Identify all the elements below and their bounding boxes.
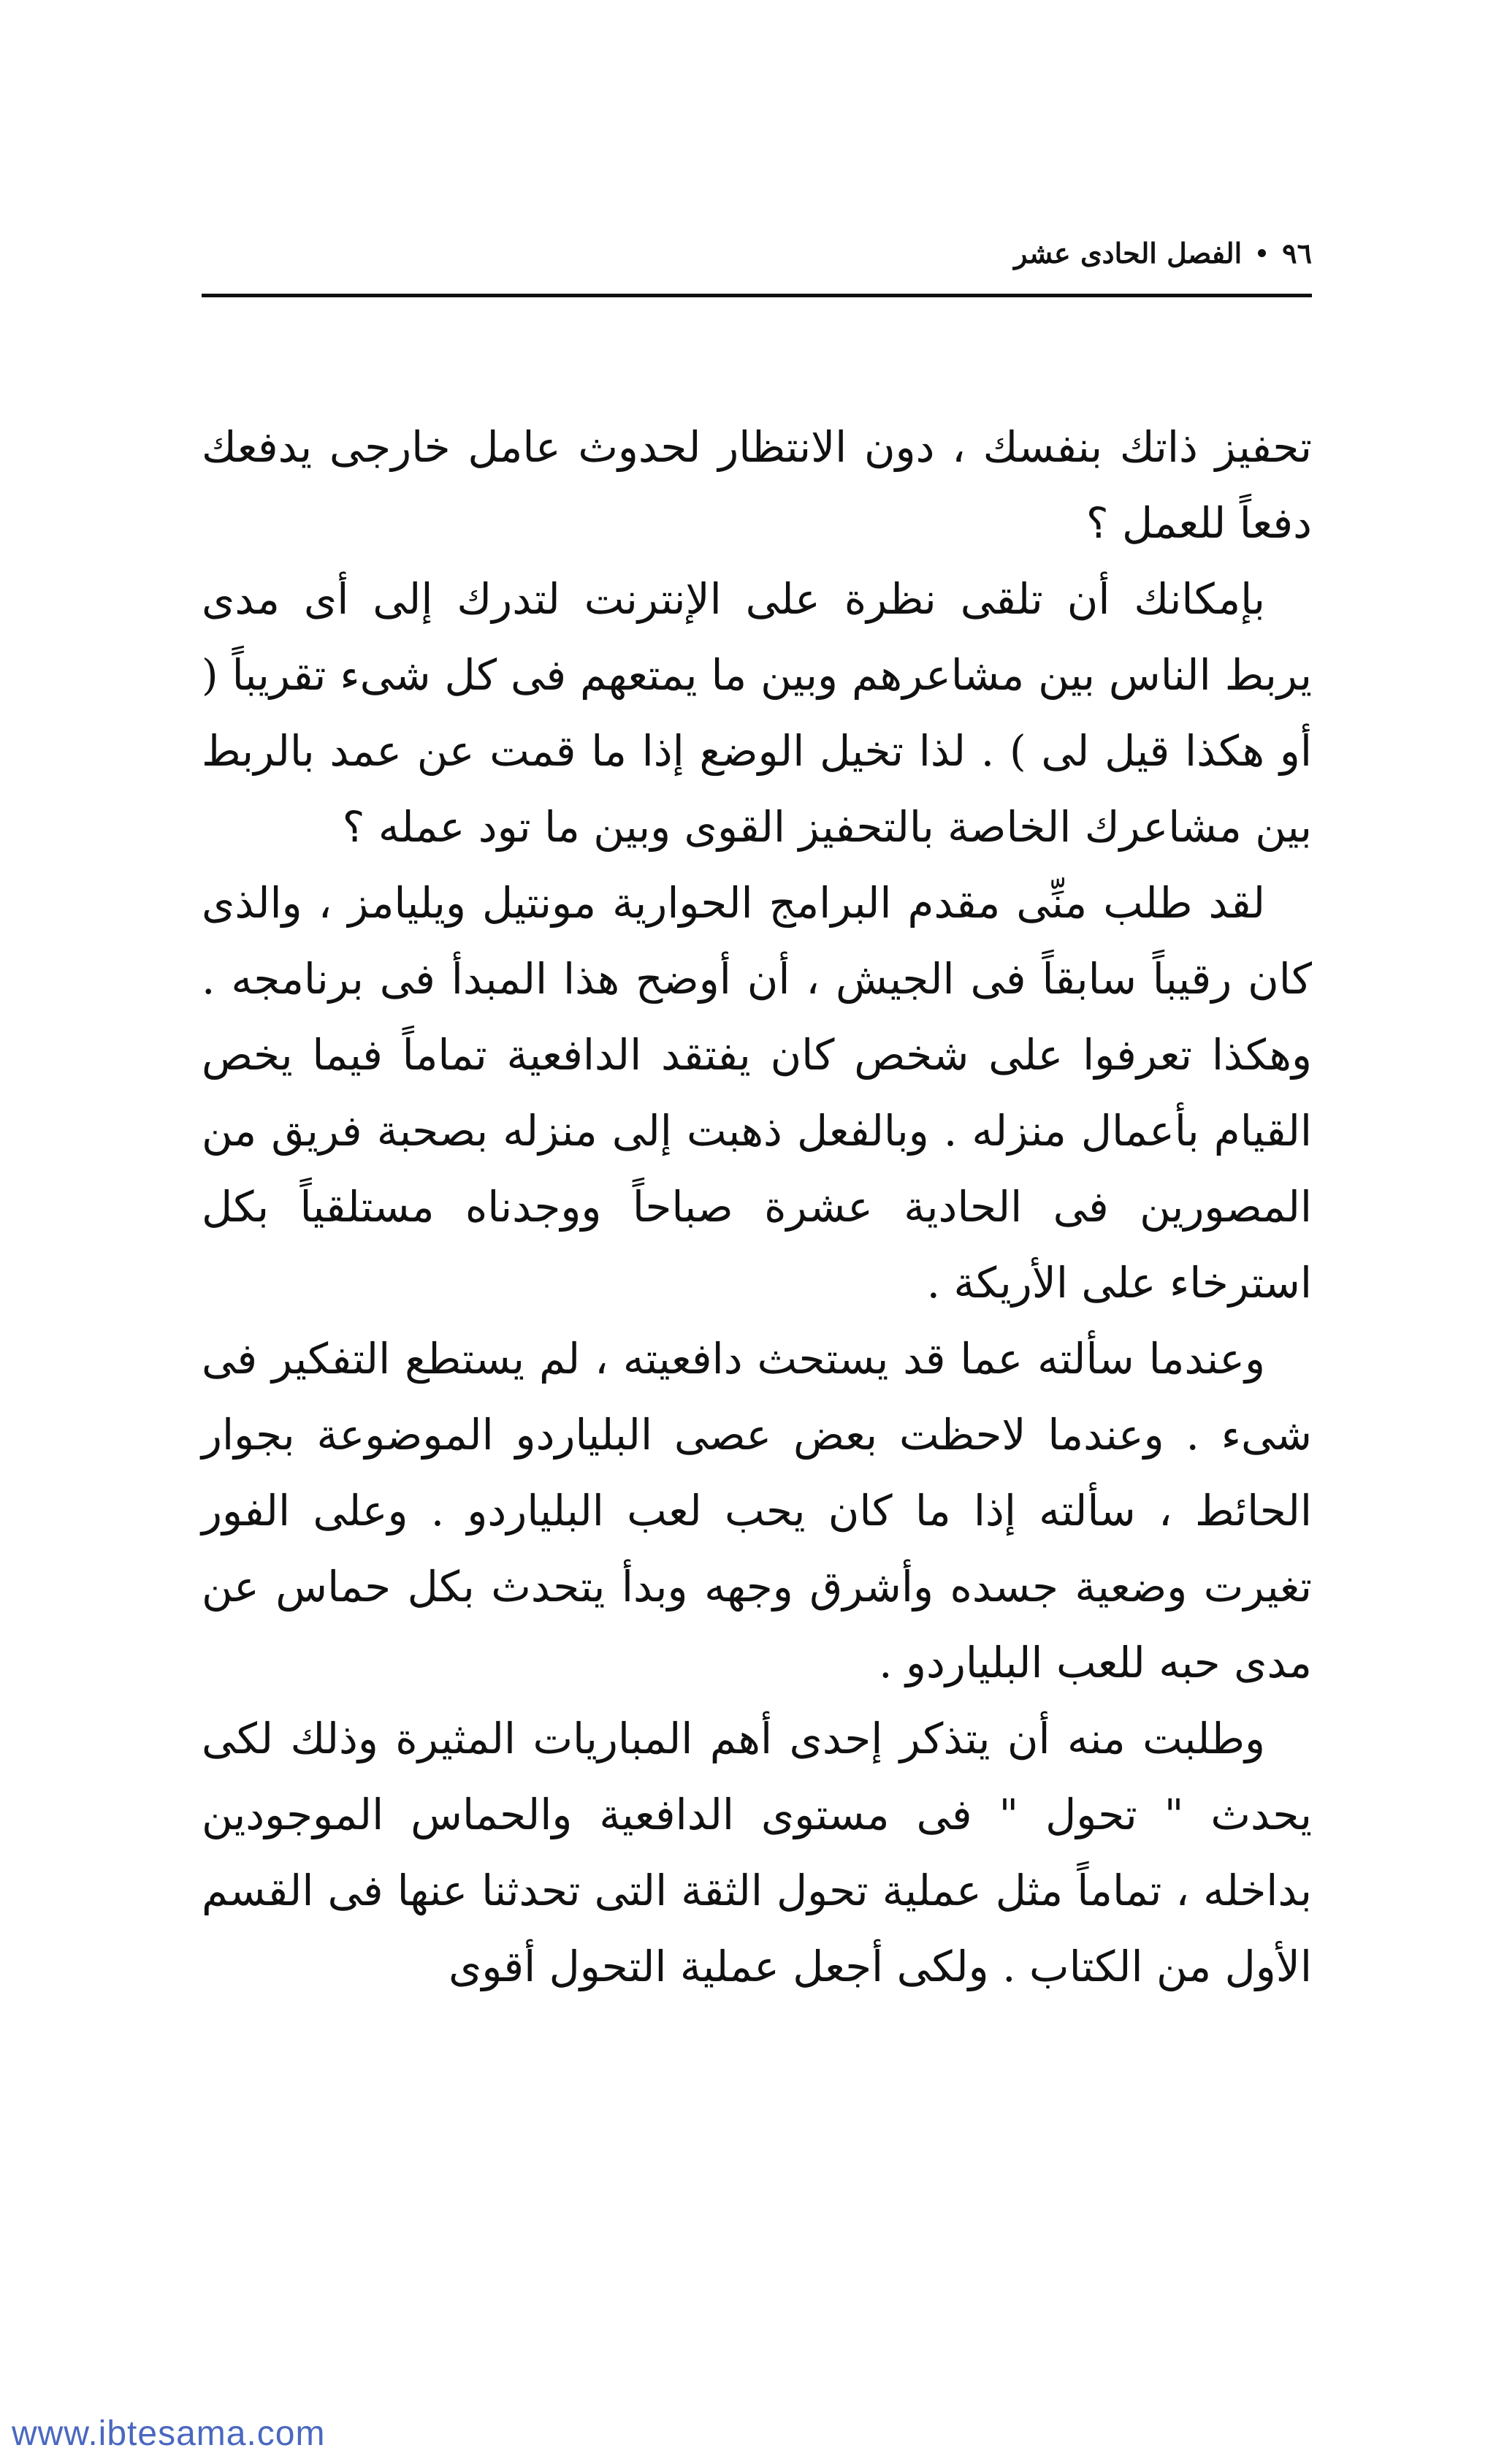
paragraph: وطلبت منه أن يتذكر إحدى أهم المباريات المثيرة وذلك لكى يحدث " تحول " فى مستوى الدافعية والحماس الموجودين بداخله ، تماماً مثل عملية تحول الثقة التى تحدثنا عنها فى القسم الأول من الكتاب . ولكى أجعل عملية التحول أقوى xyxy=(202,1714,1312,1991)
header-divider xyxy=(202,294,1312,297)
paragraph: بإمكانك أن تلقى نظرة على الإنترنت لتدرك إلى أى مدى يربط الناس بين مشاعرهم وبين ما يمتعهم فى كل شىء تقريباً ( أو هكذا قيل لى ) . لذا تخيل الوضع إذا ما قمت عن عمد بالربط بين مشاعرك الخاصة بالتحفيز القوى وبين ما تود عمله ؟ xyxy=(202,574,1312,852)
paragraph: وعندما سألته عما قد يستحث دافعيته ، لم يستطع التفكير فى شىء . وعندما لاحظت بعض عصى البلياردو الموضوعة بجوار الحائط ، سألته إذا ما كان يحب لعب البلياردو . وعلى الفور تغيرت وضعية جسده وأشرق وجهه وبدأ يتحدث بكل حماس عن مدى حبه للعب البلياردو . xyxy=(202,1334,1312,1687)
watermark: www.ibtesama.com xyxy=(12,2414,326,2453)
paragraph-continuation: تحفيز ذاتك بنفسك ، دون الانتظار لحدوث عامل خارجى يدفعك دفعاً للعمل ؟ xyxy=(202,422,1312,548)
page-number: ٩٦ xyxy=(1282,236,1312,270)
paragraph: لقد طلب منِّى مقدم البرامج الحوارية مونتيل ويليامز ، والذى كان رقيباً سابقاً فى الجيش ، أن أوضح هذا المبدأ فى برنامجه . وهكذا تعرفوا على شخص كان يفتقد الدافعية تماماً فيما يخص القيام بأعمال منزله . وبالفعل ذهبت إلى منزله بصحبة فريق من المصورين فى الحادية عشرة صباحاً ووجدناه مستلقياً بكل استرخاء على الأريكة . xyxy=(202,878,1312,1308)
chapter-title: الفصل الحادى عشر xyxy=(1014,236,1243,270)
running-header xyxy=(280,231,1312,275)
bullet-separator-icon xyxy=(1258,249,1266,257)
body-text xyxy=(202,409,1312,2005)
